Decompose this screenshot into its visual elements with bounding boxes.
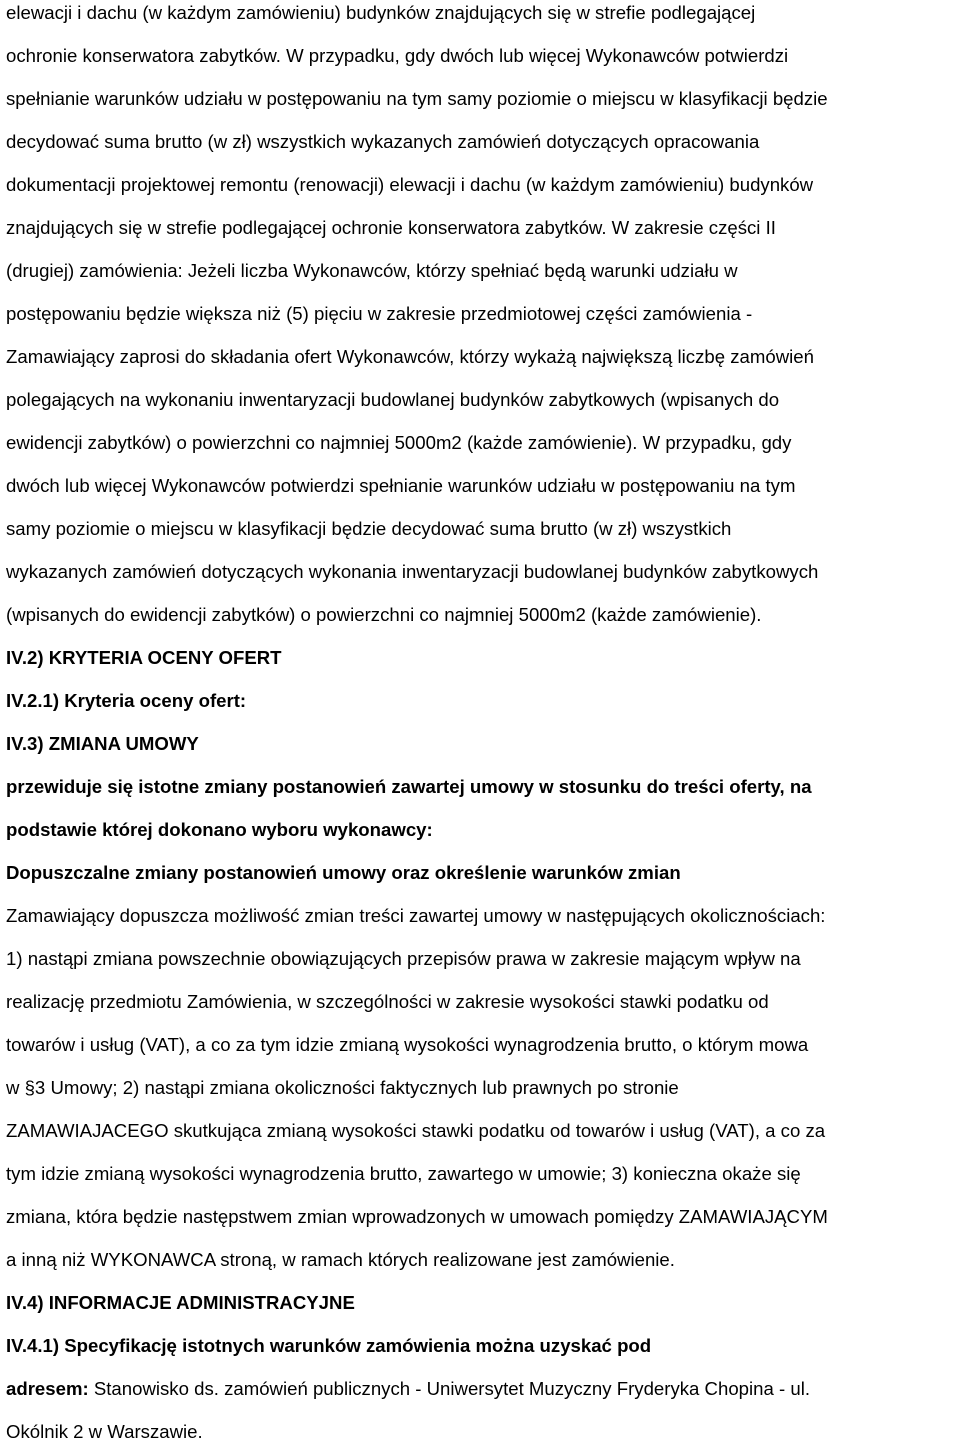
paragraph-line: Zamawiający zaprosi do składania ofert Wykonawców, którzy wykażą największą liczbę zamówień <box>6 346 814 367</box>
paragraph-line: dokumentacji projektowej remontu (renowacji) elewacji i dachu (w każdym zamówieniu) budynków <box>6 174 814 195</box>
paragraph-line: samy poziomie o miejscu w klasyfikacji będzie decydować suma brutto (w zł) wszystkich <box>6 518 732 539</box>
paragraph-line: (drugiej) zamówienia: Jeżeli liczba Wykonawców, którzy spełniać będą warunki udziału w <box>6 260 738 281</box>
address-value: Stanowisko ds. zamówień publicznych - Uniwersytet Muzyczny Fryderyka Chopina - ul. <box>88 1378 810 1399</box>
paragraph-line: ZAMAWIAJACEGO skutkująca zmianą wysokości stawki podatku od towarów i usług (VAT), a co za <box>6 1120 826 1141</box>
section-heading: IV.4) INFORMACJE ADMINISTRACYJNE <box>6 1292 355 1313</box>
paragraph-line: towarów i usług (VAT), a co za tym idzie zmianą wysokości wynagrodzenia brutto, o którym mowa <box>6 1034 809 1055</box>
paragraph-line: dwóch lub więcej Wykonawców potwierdzi spełnianie warunków udziału w postępowaniu na tym <box>6 475 796 496</box>
paragraph-line: Zamawiający dopuszcza możliwość zmian treści zawartej umowy w następujących okolicznościach: <box>6 905 826 926</box>
paragraph-line: ochronie konserwatora zabytków. W przypadku, gdy dwóch lub więcej Wykonawców potwierdzi <box>6 45 789 66</box>
paragraph-line: ewidencji zabytków) o powierzchni co najmniej 5000m2 (każde zamówienie). W przypadku, gdy <box>6 432 792 453</box>
address-line: Okólnik 2 w Warszawie. <box>6 1421 203 1442</box>
bold-line: podstawie której dokonano wyboru wykonawcy: <box>6 819 433 840</box>
paragraph-line: (wpisanych do ewidencji zabytków) o powierzchni co najmniej 5000m2 (każde zamówienie). <box>6 604 762 625</box>
section-heading: IV.3) ZMIANA UMOWY <box>6 733 199 754</box>
section-heading: IV.2) KRYTERIA OCENY OFERT <box>6 647 282 668</box>
bold-line: Dopuszczalne zmiany postanowień umowy oraz określenie warunków zmian <box>6 862 681 883</box>
paragraph-line: realizację przedmiotu Zamówienia, w szczególności w zakresie wysokości stawki podatku od <box>6 991 769 1012</box>
paragraph-line: tym idzie zmianą wysokości wynagrodzenia brutto, zawartego w umowie; 3) konieczna okaże się <box>6 1163 801 1184</box>
paragraph-line: spełnianie warunków udziału w postępowaniu na tym samy poziomie o miejscu w klasyfikacji będzie <box>6 88 828 109</box>
address-line <box>6 1378 810 1400</box>
paragraph-line: 1) nastąpi zmiana powszechnie obowiązujących przepisów prawa w zakresie mającym wpływ na <box>6 948 801 969</box>
paragraph-line: decydować suma brutto (w zł) wszystkich wykazanych zamówień dotyczących opracowania <box>6 131 760 152</box>
address-label: adresem: <box>6 1378 89 1399</box>
paragraph-line: wykazanych zamówień dotyczących wykonania inwentaryzacji budowlanej budynków zabytkowych <box>6 561 819 582</box>
paragraph-line: a inną niż WYKONAWCA stroną, w ramach których realizowane jest zamówienie. <box>6 1249 675 1270</box>
paragraph-line: zmiana, która będzie następstwem zmian wprowadzonych w umowach pomiędzy ZAMAWIAJĄCYM <box>6 1206 828 1227</box>
paragraph-line: znajdujących się w strefie podlegającej ochronie konserwatora zabytków. W zakresie części II <box>6 217 776 238</box>
bold-line: przewiduje się istotne zmiany postanowień zawartej umowy w stosunku do treści oferty, na <box>6 776 812 797</box>
paragraph-line: elewacji i dachu (w każdym zamówieniu) budynków znajdujących się w strefie podlegającej <box>6 2 756 23</box>
subsection-heading: IV.2.1) Kryteria oceny ofert: <box>6 690 247 711</box>
paragraph-line: w §3 Umowy; 2) nastąpi zmiana okoliczności faktycznych lub prawnych po stronie <box>6 1077 679 1098</box>
paragraph-line: polegających na wykonaniu inwentaryzacji budowlanej budynków zabytkowych (wpisanych do <box>6 389 780 410</box>
paragraph-line: postępowaniu będzie większa niż (5) pięciu w zakresie przedmiotowej części zamówienia - <box>6 303 753 324</box>
subsection-heading: IV.4.1) Specyfikację istotnych warunków zamówienia można uzyskać pod <box>6 1335 652 1356</box>
